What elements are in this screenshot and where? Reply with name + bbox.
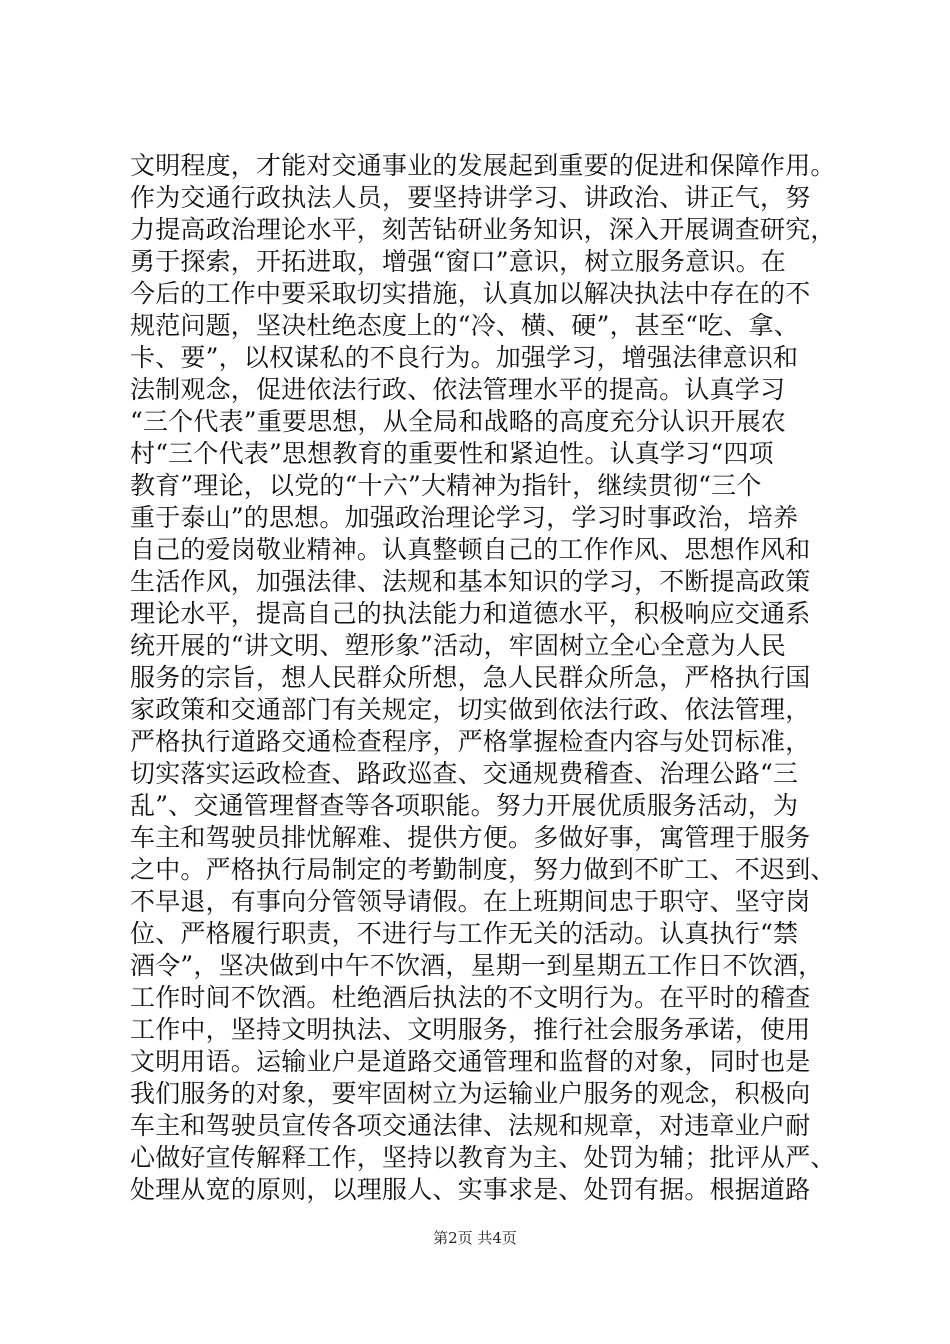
text-line: 教育”理论，以党的“十六”大精神为指针，继续贯彻“三个 bbox=[130, 471, 762, 500]
text-line: 力提高政治理论水平，刻苦钻研业务知识，深入开展调查研究， bbox=[130, 215, 836, 244]
page-footer: 第2页 共4页 bbox=[433, 1229, 517, 1247]
text-line: 我们服务的对象，要牢固树立为运输业户服务的观念，积极向 bbox=[130, 1079, 811, 1108]
text-line: 不早退，有事向分管领导请假。在上班期间忠于职守、坚守岗 bbox=[130, 887, 811, 916]
text-line: 法制观念，促进依法行政、依法管理水平的提高。认真学习 bbox=[130, 375, 786, 404]
text-line: 文明程度，才能对交通事业的发展起到重要的促进和保障作用。 bbox=[130, 151, 836, 180]
text-line: 工作时间不饮酒。杜绝酒后执法的不文明行为。在平时的稽查 bbox=[130, 983, 811, 1012]
text-line: 切实落实运政检查、路政巡查、交通规费稽查、治理公路“三 bbox=[130, 759, 799, 788]
body-text bbox=[130, 150, 840, 1206]
text-line: 重于泰山”的思想。加强政治理论学习，学习时事政治，培养 bbox=[130, 503, 799, 532]
text-line: 自己的爱岗敬业精神。认真整顿自己的工作作风、思想作风和 bbox=[130, 535, 811, 564]
text-line: 之中。严格执行局制定的考勤制度，努力做到不旷工、不迟到、 bbox=[130, 855, 836, 884]
text-line: 规范问题，坚决杜绝态度上的“冷、横、硬”，甚至“吃、拿、 bbox=[130, 311, 799, 340]
text-line: 处理从宽的原则，以理服人、实事求是、处罚有据。根据道路 bbox=[130, 1175, 811, 1204]
text-line: 酒令”，坚决做到中午不饮酒，星期一到星期五工作日不饮酒， bbox=[130, 951, 824, 980]
text-line: 村“三个代表”思想教育的重要性和紧迫性。认真学习“四项 bbox=[130, 439, 774, 468]
text-line: 理论水平，提高自己的执法能力和道德水平，积极响应交通系 bbox=[130, 599, 811, 628]
text-line: 服务的宗旨，想人民群众所想，急人民群众所急，严格执行国 bbox=[130, 663, 811, 692]
text-line: 文明用语。运输业户是道路交通管理和监督的对象，同时也是 bbox=[130, 1047, 811, 1076]
text-line: 车主和驾驶员宣传各项交通法律、法规和规章，对违章业户耐 bbox=[130, 1111, 811, 1140]
text-line: “三个代表”重要思想，从全局和战略的高度充分认识开展农 bbox=[130, 407, 786, 436]
text-line: 位、严格履行职责，不进行与工作无关的活动。认真执行“禁 bbox=[130, 919, 799, 948]
text-line: 车主和驾驶员排忧解难、提供方便。多做好事，寓管理于服务 bbox=[130, 823, 811, 852]
text-line: 今后的工作中要采取切实措施，认真加以解决执法中存在的不 bbox=[130, 279, 811, 308]
text-line: 卡、要”，以权谋私的不良行为。加强学习，增强法律意识和 bbox=[130, 343, 799, 372]
text-line: 家政策和交通部门有关规定，切实做到依法行政、依法管理， bbox=[130, 695, 811, 724]
text-line: 乱”、交通管理督查等各项职能。努力开展优质服务活动，为 bbox=[130, 791, 799, 820]
text-line: 统开展的“讲文明、塑形象”活动，牢固树立全心全意为人民 bbox=[130, 631, 786, 660]
text-line: 勇于探索，开拓进取，增强“窗口”意识，树立服务意识。在 bbox=[130, 247, 786, 276]
text-line: 心做好宣传解释工作，坚持以教育为主、处罚为辅；批评从严、 bbox=[130, 1143, 836, 1172]
text-line: 作为交通行政执法人员，要坚持讲学习、讲政治、讲正气，努 bbox=[130, 183, 811, 212]
text-line: 工作中，坚持文明执法、文明服务，推行社会服务承诺，使用 bbox=[130, 1015, 811, 1044]
text-line: 生活作风，加强法律、法规和基本知识的学习，不断提高政策 bbox=[130, 567, 811, 596]
text-line: 严格执行道路交通检查程序，严格掌握检查内容与处罚标准， bbox=[130, 727, 811, 756]
